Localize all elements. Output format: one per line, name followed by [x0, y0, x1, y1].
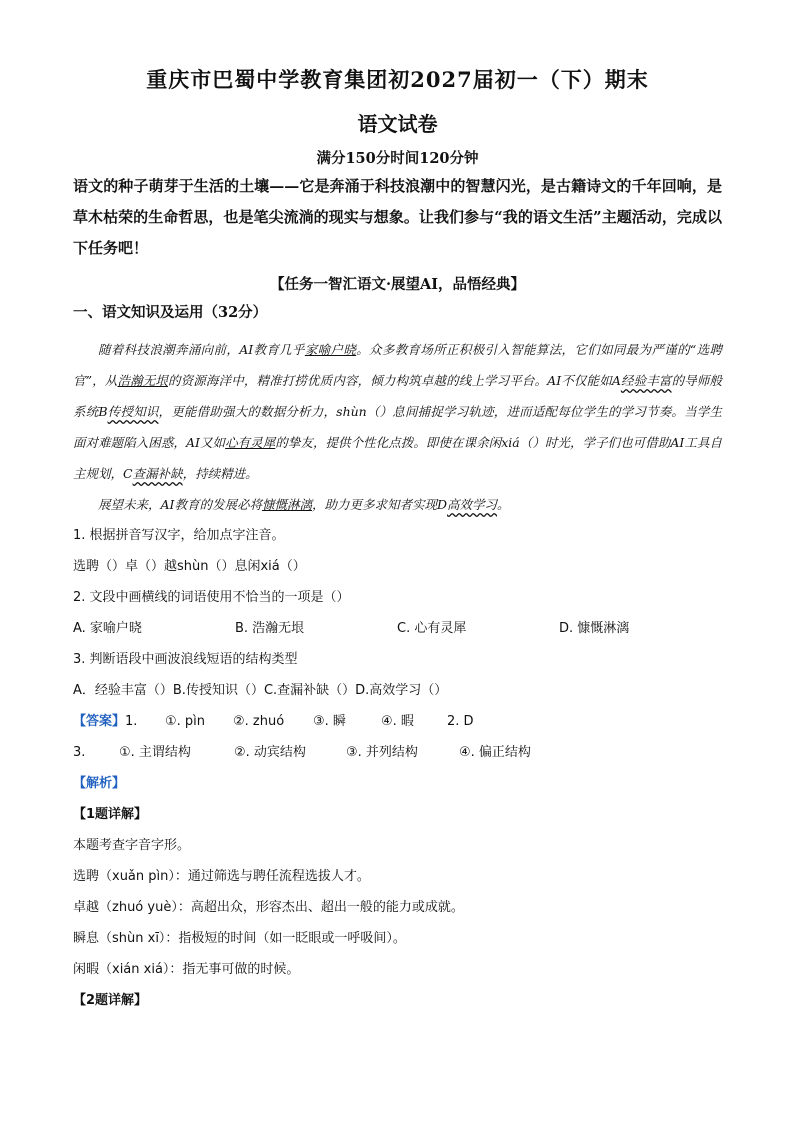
- analysis-line: 本题考查字音字形。: [73, 838, 191, 853]
- underlined-phrase: 心有灵犀: [225, 435, 276, 450]
- answer-item: ②. 动宾结构: [234, 745, 306, 760]
- answer-item: ④. 偏正结构: [459, 745, 531, 760]
- question-2: 2. 文段中画横线的词语使用不恰当的一项是（）: [73, 590, 350, 605]
- option-d: D. 慷慨淋漓: [559, 621, 630, 636]
- passage-paragraph-1: 随着科技浪潮奔涌向前，AI教育几乎家喻户晓。众多教育场所正积极引入智能算法，它们如同最为严谨的“选聘官”，从浩瀚无垠的资源海洋中，精准打捞优质内容，倾力构筑卓越的线上学习平台。AI不仅能如A经验丰富的导师般系统B传授知识，更能借助强大的数据分析力，shùn（）息间捕捉学习轨迹，进而适配每位学生的学习节奏。当学生面对难题陷入困惑，AI又如心有灵犀的挚友，提供个性化点拨。即使在课余闲xiá（）时光，学子们也可借助AI工具自主规划，C查漏补缺，持续精进。: [73, 342, 722, 481]
- answer-item: ①. pìn: [165, 714, 206, 729]
- analysis-line: 选聘（xuǎn pìn）：通过筛选与聘任流程选拔人才。: [73, 869, 370, 884]
- analysis-label: 【解析】: [73, 776, 126, 791]
- page-subtitle: 语文试卷: [357, 112, 438, 136]
- analysis-line: 闲暇（xián xiá）：指无事可做的时候。: [73, 962, 300, 977]
- question-1: 1. 根据拼音写汉字，给加点字注音。: [73, 528, 285, 543]
- answer-item: ④. 暇: [381, 714, 414, 729]
- exam-meta: 满分150分时间120分钟: [316, 150, 479, 167]
- page-title: 重庆市巴蜀中学教育集团初2027届初一（下）期末: [146, 67, 649, 92]
- intro-paragraph: 语文的种子萌芽于生活的土壤——它是奔涌于科技浪潮中的智慧闪光，是古籍诗文的千年回响，是草木枯荣的生命哲思，也是笔尖流淌的现实与想象。让我们参与“我的语文生活”主题活动，完成以下任务吧！: [73, 177, 722, 257]
- answer-item: 3.: [73, 745, 86, 760]
- answer-row-1: [73, 706, 722, 737]
- wavy-phrase: 高效学习: [447, 497, 498, 512]
- q2-detail-heading: 【2题详解】: [73, 993, 148, 1008]
- answer-label: 【答案】: [73, 714, 126, 729]
- option-b: B. 浩瀚无垠: [235, 621, 305, 636]
- question-3-blanks: A．经验丰富（）B.传授知识（）C.查漏补缺（）D.高效学习（）: [73, 683, 448, 698]
- section-heading: 一、语文知识及运用（32分）: [73, 304, 268, 321]
- wavy-phrase: 查漏补缺: [132, 466, 183, 481]
- option-c: C. 心有灵犀: [397, 621, 467, 636]
- answer-item: 2. D: [447, 714, 474, 729]
- question-3: 3. 判断语段中画波浪线短语的结构类型: [73, 652, 298, 667]
- underlined-phrase: 浩瀚无垠: [117, 373, 169, 388]
- answer-item: ③. 并列结构: [346, 745, 418, 760]
- analysis-line: 瞬息（shùn xī）：指极短的时间（如一眨眼或一呼吸间）。: [73, 931, 406, 946]
- passage-paragraph-2: 展望未来，AI教育的发展必将慷慨淋漓，助力更多求知者实现D高效学习。: [98, 497, 510, 512]
- question-1-blanks: 选聘（）卓（）越shùn（）息闲xiá（）: [73, 559, 306, 574]
- underlined-phrase: 慷慨淋漓: [261, 497, 312, 512]
- q1-detail-heading: 【1题详解】: [73, 807, 148, 822]
- answer-item: 1.: [125, 714, 138, 729]
- answer-row-2: [73, 737, 722, 768]
- option-a: A. 家喻户晓: [73, 621, 142, 636]
- wavy-phrase: 经验丰富: [620, 373, 672, 388]
- answer-item: ③. 瞬: [313, 714, 346, 729]
- wavy-phrase: 传授知识: [107, 404, 159, 419]
- answer-item: ①. 主谓结构: [119, 745, 191, 760]
- task-heading: 【任务一智汇语文·展望AI，品悟经典】: [269, 276, 526, 293]
- question-2-options: [73, 613, 722, 644]
- analysis-line: 卓越（zhuó yuè）：高超出众，形容杰出、超出一般的能力或成就。: [73, 900, 464, 915]
- answer-item: ②. zhuó: [233, 714, 285, 729]
- underlined-phrase: 家喻户晓: [304, 342, 357, 357]
